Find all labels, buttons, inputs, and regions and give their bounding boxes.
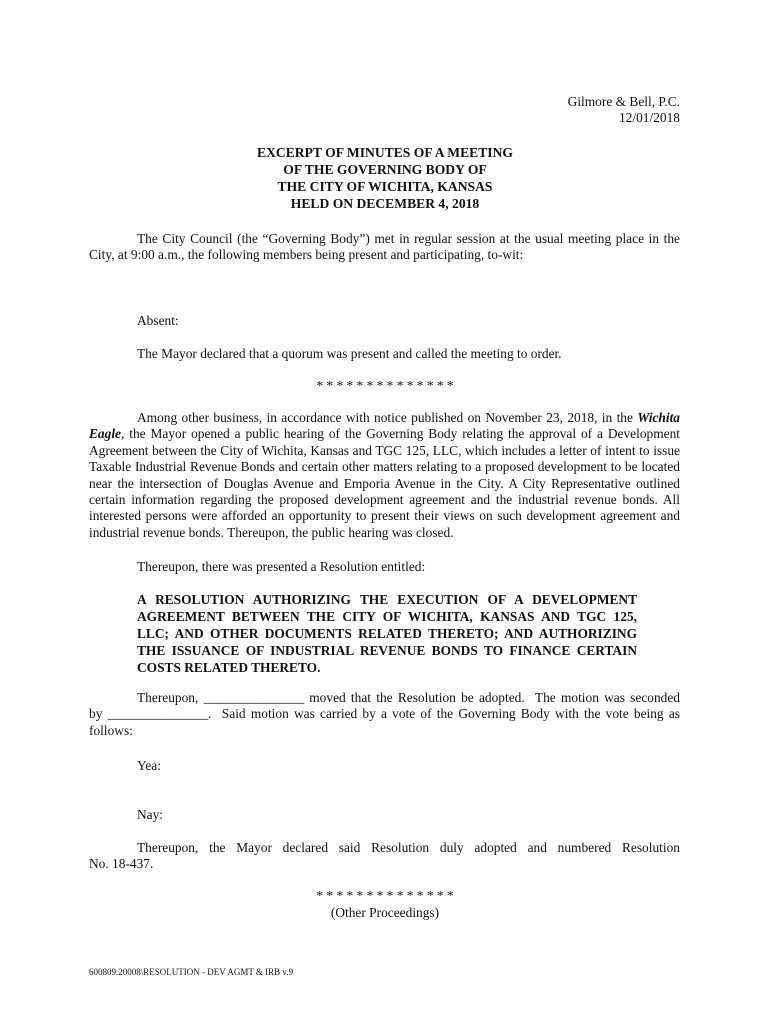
presented-statement: Thereupon, there was presented a Resolution entitled: xyxy=(137,559,426,574)
resolution-title-line-1: A RESOLUTION AUTHORIZING THE EXECUTION OF A DEVELOPMENT xyxy=(137,592,637,607)
other-proceedings: (Other Proceedings) xyxy=(330,905,440,920)
footer-docid: 600809.20008\RESOLUTION - DEV AGMT & IRB v.9 xyxy=(89,967,294,977)
motion-text-4: . Said motion was carried by a vote of the Governing Body with the vote being as xyxy=(208,706,680,722)
separator-2: * * * * * * * * * * * * * * xyxy=(316,888,454,903)
title-line-3: THE CITY OF WICHITA, KANSAS xyxy=(277,179,493,194)
motion-line-3: follows: xyxy=(89,722,133,738)
motion-line-1 xyxy=(89,690,680,706)
motion-paragraph xyxy=(89,690,680,739)
newspaper-name-part-2: Eagle xyxy=(89,426,121,442)
motion-text-2: moved that the Resolution be adopted. The motion was seconded xyxy=(304,690,681,705)
separator-1: * * * * * * * * * * * * * * xyxy=(316,378,454,393)
resolution-title-line-5: COSTS RELATED THERETO. xyxy=(137,660,321,675)
intro-line-2: City, at 9:00 a.m., the following members being present and participating, to-wit: xyxy=(89,247,524,263)
newspaper-name-part-1: Wichita xyxy=(637,410,680,425)
document-title xyxy=(0,144,770,212)
hearing-intro: Among other business, in accordance with notice published on November 23, 2018, in the xyxy=(137,410,633,425)
resolution-title xyxy=(137,591,637,676)
quorum-statement: The Mayor declared that a quorum was present and called the meeting to order. xyxy=(137,346,562,361)
motion-text-1: Thereupon, xyxy=(137,690,204,705)
nay-label: Nay: xyxy=(137,807,164,822)
seconder-blank: _______________ xyxy=(107,706,209,722)
document-date: 12/01/2018 xyxy=(618,110,680,126)
intro-paragraph xyxy=(89,231,680,264)
header-block xyxy=(400,94,680,127)
absent-label: Absent: xyxy=(137,313,179,328)
adopted-line-2: No. 18-437. xyxy=(89,856,154,872)
title-line-4: HELD ON DECEMBER 4, 2018 xyxy=(290,196,480,211)
hearing-body: , the Mayor opened a public hearing of the Governing Body relating the approval of a Development Agreement between the City of Wichita, Kansas and TGC 125, LLC, which includes a letter of intent to issue Taxable Industrial Revenue Bonds and certain other matters relating to a proposed development to be located near the intersection of Douglas Avenue and Emporia Avenue in the City. A City Representative outlined certain information regarding the proposed development agreement and the industrial revenue bonds. All interested persons were afforded an opportunity to present their views on such development agreement and industrial revenue bonds. Thereupon, the public hearing was closed. xyxy=(89,426,680,540)
resolution-title-line-4: THE ISSUANCE OF INDUSTRIAL REVENUE BONDS TO FINANCE CERTAIN xyxy=(137,643,637,658)
resolution-title-line-2: AGREEMENT BETWEEN THE CITY OF WICHITA, KANSAS AND TGC 125, xyxy=(137,609,637,624)
title-line-1: EXCERPT OF MINUTES OF A MEETING xyxy=(257,145,513,160)
yea-label: Yea: xyxy=(137,758,161,773)
mover-blank: _______________ xyxy=(203,690,305,705)
motion-line-2 xyxy=(89,706,680,722)
intro-line-1: The City Council (the “Governing Body”) met in regular session at the usual meeting place in the xyxy=(137,231,680,246)
resolution-title-line-3: LLC; AND OTHER DOCUMENTS RELATED THERETO; AND AUTHORIZING xyxy=(137,626,637,641)
motion-text-3: by xyxy=(89,706,108,722)
firm-name: Gilmore & Bell, P.C. xyxy=(567,94,680,109)
adopted-paragraph xyxy=(89,840,680,873)
title-line-2: OF THE GOVERNING BODY OF xyxy=(283,162,487,177)
hearing-paragraph xyxy=(89,410,680,541)
adopted-line-1: Thereupon, the Mayor declared said Resolution duly adopted and numbered Resolution xyxy=(137,840,680,855)
